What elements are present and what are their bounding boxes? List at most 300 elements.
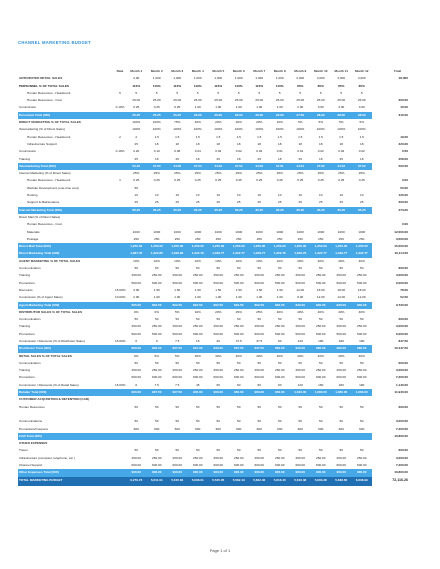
- month-cell: 44.58: [167, 163, 188, 170]
- month-cell: 1,250.00: [208, 243, 229, 250]
- rate-cell: 15.00%: [115, 382, 126, 387]
- month-cell: 10: [134, 193, 138, 198]
- month-cell: 7.5: [154, 382, 159, 387]
- total-cell: 0.00: [401, 222, 408, 227]
- total-cell: 600.00: [398, 317, 408, 322]
- month-cell: 50: [134, 185, 138, 190]
- month-cell: [311, 396, 332, 403]
- month-cell: 0.02: [235, 149, 242, 154]
- month-cell: 250: [174, 236, 180, 241]
- month-cell: [290, 214, 311, 221]
- month-cell: 960.00: [249, 389, 270, 396]
- row-label: CAR Total (000): [18, 433, 114, 440]
- month-cell: 116%: [275, 83, 284, 88]
- month-cell: 15: [196, 338, 200, 343]
- month-cell: 25.25: [126, 112, 147, 119]
- month-cell: 50: [216, 404, 220, 409]
- rate-cell: [114, 447, 126, 454]
- month-cell: 40%: [297, 309, 304, 314]
- month-cell: [311, 440, 332, 447]
- month-cell: 120: [297, 338, 303, 343]
- month-cell: 250.00: [213, 455, 223, 460]
- month-cell: 1,322.77: [311, 250, 332, 257]
- month-cell: 830.00: [311, 302, 332, 309]
- row-label: Other Expenses Total (000): [18, 469, 114, 476]
- total-cell: 7,200.00: [395, 426, 408, 431]
- month-cell: 85.25: [126, 207, 147, 214]
- row-label: Telemarketing Total (000): [18, 163, 114, 170]
- row-label: CUSTOMER ACQUISITION & RETENTION (CAR): [19, 397, 90, 402]
- row-label: Communication: [19, 317, 41, 322]
- month-cell: 50: [278, 404, 282, 409]
- month-cell: 50: [175, 419, 179, 424]
- subtotal-row: [18, 243, 422, 250]
- row-label: Distributor Total (000): [18, 345, 114, 352]
- header-cell: Month 7: [253, 69, 266, 73]
- month-cell: 50: [196, 448, 200, 453]
- month-cell: 12.00: [357, 295, 366, 300]
- month-cell: [188, 433, 209, 440]
- month-cell: 10: [196, 193, 200, 198]
- month-cell: [311, 185, 332, 192]
- grand-total-label: TOTAL MARKETING BUDGET: [18, 477, 114, 486]
- month-cell: 50: [237, 266, 241, 271]
- month-cell: 960.00: [270, 389, 291, 396]
- rate-cell: [114, 236, 126, 243]
- month-cell: [270, 214, 291, 221]
- month-cell: 250.00: [295, 455, 305, 460]
- month-cell: 18: [339, 141, 343, 146]
- month-cell: 180: [318, 338, 324, 343]
- subtotal-row: [18, 469, 422, 476]
- rate-cell: [114, 345, 126, 352]
- row-label: Telemarketing (% of Direct Sales): [19, 127, 65, 132]
- total-cell: 3,000.00: [395, 236, 408, 241]
- month-cell: 5: [135, 90, 138, 95]
- month-cell: 1,250.00: [311, 243, 332, 250]
- rate-cell: 1: [119, 178, 121, 183]
- month-cell: 920.00: [290, 345, 311, 352]
- month-cell: 18.00: [337, 287, 346, 292]
- table-row: [18, 156, 422, 163]
- month-cell: 250.00: [295, 273, 305, 278]
- month-cell: 1,000: [152, 76, 161, 81]
- grand-total-rate-cell: [114, 477, 126, 486]
- month-cell: 28.00: [311, 112, 332, 119]
- table-row: [18, 236, 422, 243]
- month-cell: 900.00: [352, 469, 373, 476]
- month-cell: 116%: [255, 83, 264, 88]
- budget-body: [18, 75, 422, 485]
- month-cell: 0.25: [256, 178, 263, 183]
- month-cell: 500.00: [193, 280, 203, 285]
- grand-total-month-cell: 5,603.28: [311, 477, 332, 486]
- rate-cell: [114, 411, 126, 418]
- header-cell: Month 6: [232, 69, 245, 73]
- month-cell: 37.52: [352, 163, 373, 170]
- rate-cell: [114, 207, 126, 214]
- total-cell: 15,000.00: [372, 243, 422, 250]
- total-cell: 3,000.00: [395, 273, 408, 278]
- month-cell: 1000: [214, 229, 222, 234]
- month-cell: 250: [215, 236, 221, 241]
- month-cell: [126, 440, 147, 447]
- month-cell: 600.00: [131, 463, 141, 468]
- table-row: [18, 83, 422, 90]
- total-cell: 0.56: [401, 149, 408, 154]
- total-cell: [372, 353, 422, 360]
- month-cell: 180: [359, 382, 365, 387]
- rate-cell: [114, 331, 126, 338]
- rate-cell: 2: [119, 134, 121, 139]
- month-cell: 60: [278, 382, 282, 387]
- month-cell: 25: [257, 156, 261, 161]
- rate-cell: [114, 374, 126, 381]
- row-label: Human Resources - Cost: [27, 222, 62, 227]
- row-label: Commission (% of Agent Sales): [19, 295, 63, 300]
- month-cell: 1,250.00: [290, 243, 311, 250]
- month-cell: 250.00: [234, 273, 244, 278]
- month-cell: 1,000: [193, 76, 202, 81]
- month-cell: 250.00: [131, 324, 141, 329]
- month-cell: 18: [319, 141, 323, 146]
- month-cell: 1,080.00: [311, 389, 332, 396]
- month-cell: 600.00: [152, 463, 162, 468]
- month-cell: 40%: [317, 309, 324, 314]
- row-label: Human Resources - Headcount: [27, 134, 71, 139]
- month-cell: 500.00: [213, 331, 223, 336]
- month-cell: 10: [339, 193, 343, 198]
- rate-cell: [114, 112, 126, 119]
- total-cell: [372, 440, 422, 447]
- month-cell: 5%: [154, 353, 159, 358]
- month-cell: 25.00: [296, 98, 305, 103]
- month-cell: [208, 411, 229, 418]
- month-cell: 40%: [317, 258, 324, 263]
- total-cell: 10,800.00: [372, 469, 422, 476]
- month-cell: 10%: [256, 258, 263, 263]
- total-cell: 600.00: [398, 404, 408, 409]
- month-cell: [126, 396, 147, 403]
- rate-cell: [114, 119, 126, 126]
- month-cell: 40%: [358, 309, 365, 314]
- month-cell: 50: [237, 404, 241, 409]
- month-cell: 25.00: [234, 98, 243, 103]
- month-cell: [147, 433, 168, 440]
- month-cell: 25%: [235, 171, 242, 176]
- row-label: Promotions: [19, 280, 35, 285]
- month-cell: 830.00: [331, 302, 352, 309]
- row-label: Promotions: [19, 331, 35, 336]
- month-cell: 50: [216, 419, 220, 424]
- month-cell: [352, 411, 373, 418]
- month-cell: [229, 214, 250, 221]
- month-cell: 116%: [173, 83, 182, 88]
- month-cell: 85%: [338, 83, 345, 88]
- total-cell: 600.00: [398, 360, 408, 365]
- month-cell: [167, 433, 188, 440]
- month-cell: 1,322.85: [147, 250, 168, 257]
- month-cell: 44.52: [208, 163, 229, 170]
- month-cell: 815.00: [188, 345, 209, 352]
- month-cell: [188, 221, 209, 228]
- subtotal-row: [18, 345, 422, 352]
- month-cell: 18: [155, 141, 159, 146]
- row-label: AGENT MARKETING % OF TOTAL SALES: [19, 258, 81, 263]
- month-cell: 26.00: [229, 112, 250, 119]
- month-cell: 120: [297, 382, 303, 387]
- month-cell: 20%: [215, 309, 222, 314]
- month-cell: 85%: [297, 83, 304, 88]
- month-cell: [311, 411, 332, 418]
- month-cell: [249, 433, 270, 440]
- sheet-title: CHANNEL MARKETING BUDGET: [18, 40, 91, 45]
- month-cell: 1,250.00: [352, 243, 373, 250]
- month-cell: 10%: [174, 258, 181, 263]
- month-cell: 0.02: [338, 149, 345, 154]
- month-cell: 50: [319, 360, 323, 365]
- rate-cell: [114, 433, 126, 440]
- month-cell: 10: [360, 193, 364, 198]
- month-cell: 600.00: [131, 375, 141, 380]
- month-cell: 900.00: [331, 469, 352, 476]
- month-cell: 50: [360, 360, 364, 365]
- month-cell: 50: [155, 448, 159, 453]
- month-cell: 52.20: [126, 163, 147, 170]
- month-cell: 1,250.00: [249, 243, 270, 250]
- month-cell: 1.5: [195, 134, 200, 139]
- month-cell: 600: [359, 426, 365, 431]
- month-cell: 500.00: [295, 331, 305, 336]
- month-cell: 3,000: [316, 76, 325, 81]
- month-cell: 1000: [132, 229, 140, 234]
- month-cell: 10: [278, 193, 282, 198]
- subtotal-row: [18, 112, 422, 119]
- total-cell: 300.00: [398, 98, 408, 103]
- month-cell: 26.00: [208, 112, 229, 119]
- month-cell: 1.50: [215, 287, 222, 292]
- month-cell: 25%: [256, 309, 263, 314]
- month-cell: [331, 433, 352, 440]
- month-cell: [147, 185, 168, 192]
- rate-cell: [114, 75, 126, 82]
- total-cell: 500.56: [372, 163, 422, 170]
- month-cell: 35.25: [352, 207, 373, 214]
- month-cell: 50: [237, 317, 241, 322]
- total-cell: [372, 411, 422, 418]
- month-cell: 50: [278, 317, 282, 322]
- month-cell: 1.5: [359, 134, 364, 139]
- month-cell: 7.5: [175, 382, 180, 387]
- month-cell: [290, 411, 311, 418]
- month-cell: 830.00: [208, 345, 229, 352]
- row-label: Communication: [19, 360, 41, 365]
- month-cell: 500.00: [254, 331, 264, 336]
- month-cell: 600.00: [316, 463, 326, 468]
- month-cell: 100%: [132, 120, 141, 125]
- month-cell: [352, 433, 373, 440]
- month-cell: 25: [175, 200, 179, 205]
- row-label: Postage: [27, 236, 39, 241]
- month-cell: 25: [237, 200, 241, 205]
- rate-cell: [114, 389, 126, 396]
- row-label: PERSONNEL % OF TOTAL SALES: [19, 83, 69, 88]
- month-cell: 900.00: [229, 469, 250, 476]
- month-cell: 40%: [276, 353, 283, 358]
- month-cell: 25: [339, 200, 343, 205]
- month-cell: 0%: [134, 309, 139, 314]
- month-cell: [167, 221, 188, 228]
- rate-cell: [114, 163, 126, 170]
- month-cell: 600.00: [152, 375, 162, 380]
- month-cell: 10: [319, 193, 323, 198]
- month-cell: 50: [175, 266, 179, 271]
- month-cell: 50: [339, 404, 343, 409]
- month-cell: 50: [196, 404, 200, 409]
- month-cell: 25: [278, 200, 282, 205]
- month-cell: 30: [216, 338, 220, 343]
- month-cell: 1,250.00: [331, 243, 352, 250]
- month-cell: 50: [216, 448, 220, 453]
- total-cell: 12,000.00: [394, 229, 408, 234]
- month-cell: 8.00: [297, 295, 304, 300]
- month-cell: 250.00: [193, 368, 203, 373]
- month-cell: 250: [154, 236, 160, 241]
- month-cell: 980.00: [352, 345, 373, 352]
- rate-cell: [114, 170, 126, 177]
- total-cell: 10,447.50: [372, 345, 422, 352]
- month-cell: 250.00: [357, 273, 367, 278]
- row-label: Website Development (one-time cost): [27, 185, 79, 190]
- table-row: [18, 360, 422, 367]
- month-cell: 0.08: [174, 149, 181, 154]
- month-cell: 500.00: [254, 280, 264, 285]
- total-cell: 7,200.00: [395, 375, 408, 380]
- header-cell: Month 11: [334, 69, 348, 73]
- month-cell: [290, 440, 311, 447]
- month-cell: 10: [237, 193, 241, 198]
- month-cell: 50: [237, 360, 241, 365]
- month-cell: 600.00: [336, 375, 346, 380]
- month-cell: 802.50: [249, 302, 270, 309]
- row-label: DIRECT MARKETING % OF TOTAL SALES: [19, 120, 81, 125]
- total-cell: 600.00: [398, 266, 408, 271]
- row-label: Internet Marketing Total (000): [18, 207, 114, 214]
- month-cell: [331, 214, 352, 221]
- month-cell: 100%: [214, 127, 223, 132]
- table-row: [18, 221, 422, 228]
- month-cell: 18: [196, 141, 200, 146]
- total-cell: 600.00: [398, 448, 408, 453]
- month-cell: 50: [216, 360, 220, 365]
- month-cell: 40%: [297, 353, 304, 358]
- month-cell: 250.00: [357, 324, 367, 329]
- month-cell: 600.00: [275, 463, 285, 468]
- row-label: DISTRIBUTOR SALES % OF TOTAL SALES: [19, 309, 83, 314]
- month-cell: 10: [175, 193, 179, 198]
- month-cell: [229, 185, 250, 192]
- month-cell: 0.25: [215, 178, 222, 183]
- rate-cell: [114, 418, 126, 425]
- month-cell: 500.00: [234, 331, 244, 336]
- month-cell: 250.00: [357, 368, 367, 373]
- month-cell: 1,000: [173, 76, 182, 81]
- month-cell: 600.00: [193, 375, 203, 380]
- month-cell: 100%: [152, 127, 161, 132]
- month-cell: [249, 440, 270, 447]
- month-cell: 12.00: [337, 295, 346, 300]
- month-cell: 807.50: [167, 345, 188, 352]
- section-row: [18, 258, 422, 265]
- month-cell: [229, 221, 250, 228]
- subtotal-row: [18, 250, 422, 257]
- subtotal-row: [18, 389, 422, 396]
- header-cell: Month 8: [273, 69, 286, 73]
- month-cell: 1,000: [234, 76, 243, 81]
- month-cell: 50: [155, 317, 159, 322]
- month-cell: 50: [175, 317, 179, 322]
- month-cell: 50: [339, 360, 343, 365]
- section-row: [18, 396, 422, 403]
- month-cell: 0.25: [133, 178, 140, 183]
- grand-total-month-cell: 5,638.60: [331, 477, 352, 486]
- month-cell: 10%: [194, 309, 201, 314]
- month-cell: 250.00: [254, 368, 264, 373]
- month-cell: 40%: [235, 353, 242, 358]
- rate-cell: [114, 221, 126, 228]
- month-cell: 10%: [133, 258, 140, 263]
- month-cell: 60: [237, 382, 241, 387]
- month-cell: 600.00: [357, 463, 367, 468]
- table-row: [18, 374, 422, 381]
- month-cell: 600: [256, 426, 262, 431]
- month-cell: [311, 214, 332, 221]
- table-row: [18, 294, 422, 301]
- month-cell: 0.20: [133, 149, 140, 154]
- month-cell: 45: [196, 382, 200, 387]
- month-cell: 37.5: [256, 338, 263, 343]
- rate-cell: 0.10%: [115, 105, 125, 110]
- month-cell: 180: [338, 338, 344, 343]
- month-cell: 5: [155, 90, 158, 95]
- month-cell: 500.00: [234, 280, 244, 285]
- month-cell: 50: [339, 266, 343, 271]
- month-cell: 5: [176, 90, 179, 95]
- month-cell: 0.25: [133, 105, 140, 110]
- month-cell: 40%: [276, 309, 283, 314]
- month-cell: 3,000: [337, 76, 346, 81]
- month-cell: 25.25: [147, 112, 168, 119]
- month-cell: 100%: [193, 127, 202, 132]
- month-cell: 20%: [215, 120, 222, 125]
- rate-cell: [114, 83, 126, 90]
- month-cell: 50: [155, 404, 159, 409]
- month-cell: 37.52: [229, 163, 250, 170]
- month-cell: 600.00: [172, 463, 182, 468]
- month-cell: 25.00: [337, 98, 346, 103]
- month-cell: 1.00: [235, 105, 242, 110]
- month-cell: 2: [135, 134, 138, 139]
- month-cell: 116%: [234, 83, 243, 88]
- month-cell: 25: [134, 200, 138, 205]
- month-cell: 500.00: [316, 280, 326, 285]
- month-cell: 1.5: [257, 134, 262, 139]
- month-cell: 5: [217, 90, 220, 95]
- row-label: Human Resources: [19, 404, 45, 409]
- month-cell: 1,250.00: [188, 243, 209, 250]
- month-cell: 250.00: [172, 368, 182, 373]
- month-cell: 85%: [358, 83, 365, 88]
